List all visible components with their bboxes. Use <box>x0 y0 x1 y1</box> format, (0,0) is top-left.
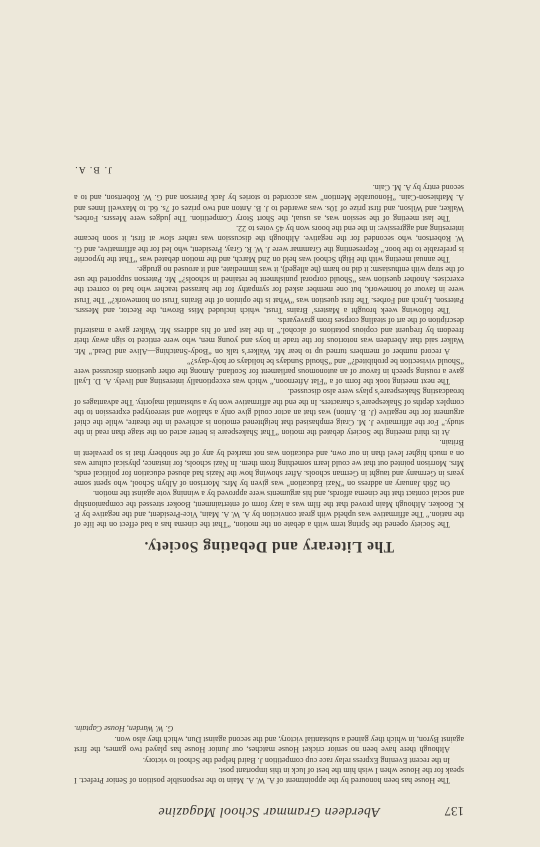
society-paragraph-3: At its third meeting the Society debated the motion “That Shakespeare is better acted on the stage than read in the study.” For the affirmative J. M. Craig emphasised that heightened emotion is achieved in the theatre, while the chief argument for the negative (J. B. Anton) was that an actor could give only a shallow and stereotyped expression to the complex depths of Shakespeare’s characters. In the end the affirmative won by a substantial majority. The advantages of broadcasting Shakespeare’s plays were also discussed. <box>74 387 464 438</box>
society-signature: J. B. A. <box>74 164 112 175</box>
society-paragraph-1: The Society opened the Spring term with a debate on the motion, “That the cinema has a bad effect on the life of the nation.” The affirmative was upheld with great conviction by A. W. A. Main, Vice-President, and the negative by P. K. Booker. Although Main proved that the film was a lazy form of entertainment, Booker stressed the companionship and social contact that the cinema affords, and his arguments were approved by a winning vote against the motion. <box>74 489 464 529</box>
society-paragraph-8: The last meeting of the session was, as usual, the Short Story Competition. The judges were Messrs. Forbes, Walker, and Wilson, and first prize of 10s. was awarded to J. B. Anton and two prizes of 7s. 6d. to Maxwell Innes and A. Mathieson-Cain. “Honourable Mention” was accorded to stories by Jack Paterson and G. W. Robertson, and to a second entry by A. M. Cain. <box>74 183 464 223</box>
section-title: The Literary and Debating Society. <box>144 538 394 555</box>
magazine-title: Aberdeen Grammar School Magazine <box>158 804 380 819</box>
page-header <box>74 801 464 819</box>
house-paragraph-3: Although there have been no senior cricket House matches, our Junior House has played two games, the first against Byron, in which they gained a substantial victory, and the second against Dun, which they also won. <box>74 735 464 755</box>
house-paragraph-2: In the recent Evening Express relay race cup competition J. Baird helped the School to victory. <box>142 755 450 765</box>
house-captain-signature: G. W. Warden, House Captain. <box>74 723 174 733</box>
society-paragraph-4: The next meeting took the form of a “Flat Afternoon,” which was exceptionally interesting and lively. A. D. Lyall gave a rousing speech in favour of an autonomous parliament for Scotland. Among the other questions discussed were “Should vivisection be prohibited?” and “Should Sundays be holidays or holy-days?” <box>74 356 464 387</box>
society-paragraph-6: The following week brought a Masters’ Brains Trust, which included Miss Brown, the Rector, and Messrs. Paterson, Lynch and Forbes. The first question was “What is the opinion of the Brains Trust on homework?” The Trust were in favour of homework, but one member asked for sympathy for the harassed teacher who had to correct the exercises. Another question was “Should corporal punishment be retained in schools?” Mr. Paterson supported the use of the strap with enthusiasm: it did no harm (he alleged), it was immediate, and it aroused no grudge. <box>74 264 464 315</box>
house-report <box>74 723 464 785</box>
house-paragraph-1: The House has been honoured by the appointment of A. W. A. Main to the responsible position of Senior Prefect. I speak for the House when I wish him the best of luck in this important post. <box>74 765 464 785</box>
page-number: 137 <box>444 804 464 819</box>
society-paragraph-2: On 26th January an address on “Nazi Education” was given by Mrs. Morrison of Albyn School, who spent some years in Germany and taught in German schools. After showing how the Nazis had abused education for political ends, Mrs. Morrison pointed out that we could learn something from them. In Nazi schools, for instance, physical culture was on a much higher level than in our own, and education was not marked by any of the snobbery that is so prevalent in Britain. <box>74 438 464 489</box>
society-report <box>74 164 464 529</box>
society-paragraph-7: The annual meeting with the High School was held on 2nd March, and the motion debated was “That the hypocrite is preferable to the boor.” Representing the Grammar were J. W. R. Gray, President, who led for the affirmative, and G. W. Robertson, who seconded for the negative. Although the discussion was rather slow at first, it soon became interesting and aggressive: in the end the boors won by 45 votes to 22. <box>74 224 464 264</box>
society-paragraph-5: A record number of members turned up to hear Mr. Walker’s talk on “Body-Snatching—Alive and Dead.” Mr. Walker said that Aberdeen was notorious for the trade in boys and young men, who were enticed to sign away their freedom by frequent and copious potations of alcohol.” In the last part of his address Mr. Walker gave a masterful description of the art of stealing corpses from graveyards. <box>74 315 464 356</box>
